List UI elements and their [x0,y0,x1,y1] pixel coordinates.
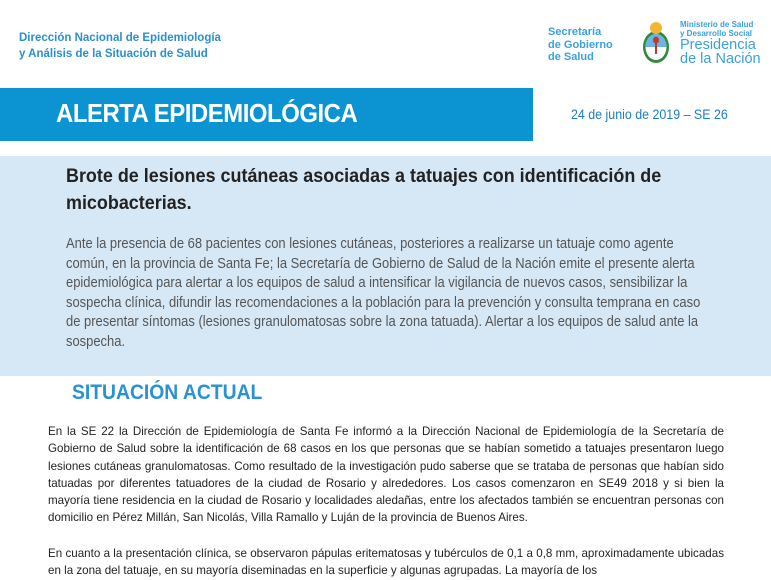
situacion-paragraph-2: En cuanto a la presentación clínica, se observaron pápulas eritematosas y tubérculos de 0,1 a 0,8 mm, aproximadamente ubicadas en la zona del tatuaje, en su mayoría diseminadas en la superficie y algunas agrupadas. La mayoría de los [48,547,724,578]
summary-body: Ante la presencia de 68 pacientes con lesiones cutáneas, posteriores a realizarse un tatuaje como agente común, en la provincia de Santa Fe; la Secretaría de Gobierno de Salud de la Nación emite el presente alerta epidemiológica para alertar a los equipos de salud a intensificar la vigilancia de nuevos casos, sensibilizar la sospecha clínica, difundir las recomendaciones a la población para la prevención y consulta temprana en caso de presentar síntomas (lesiones granulomatosas sobre la zona tatuada). Alertar a los equipos de salud ante la sospecha. [66,236,701,350]
alert-title: ALERTA EPIDEMIOLÓGICA [56,98,358,128]
alert-date: 24 de junio de 2019 – SE 26 [571,107,728,122]
secretaria-line2: de Gobierno [548,38,613,51]
org-name-line2: y Análisis de la Situación de Salud [19,48,208,60]
ministerio-logo-text [680,20,761,66]
presidencia-line2: de la Nación [680,51,761,67]
ministerio-line1: Ministerio de Salud [680,20,754,29]
secretaria-logo-text [548,26,613,64]
summary-title: Brote de lesiones cutáneas asociadas a tatuajes con identificación de micobacterias. [66,165,662,214]
situacion-paragraph-1: En la SE 22 la Dirección de Epidemiología de Santa Fe informó a la Dirección Nacional de Epidemiología de la Secretaría de Gobierno de Salud sobre la identificación de 68 casos en los que personas que se habían sometido a tatuajes presentaron luego lesiones cutáneas granulomatosas. Como resultado de la investigación pudo saberse que se trataba de personas que habían sido tatuadas por diferentes tatuadores de la ciudad de Rosario y alrededores. Los casos comenzaron en SE49 2018 y si bien la mayoría tiene residencia en la ciudad de Rosario y localidades aledañas, entre los afectados también se encuentran personas con domicilio en Pérez Millán, San Nicolás, Villa Ramallo y Luján de la provincia de Buenos Aires. [48,425,724,525]
secretaria-line1: Secretaría [548,26,602,38]
org-name-line1: Dirección Nacional de Epidemiología [19,32,221,44]
national-coat-of-arms-icon [640,20,672,66]
section-title-situacion: SITUACIÓN ACTUAL [72,381,263,404]
presidencia-line1: Presidencia [680,37,756,53]
secretaria-line3: de Salud [548,51,594,63]
ministerio-line2: y Desarrollo Social [680,29,753,38]
org-name [19,30,221,62]
